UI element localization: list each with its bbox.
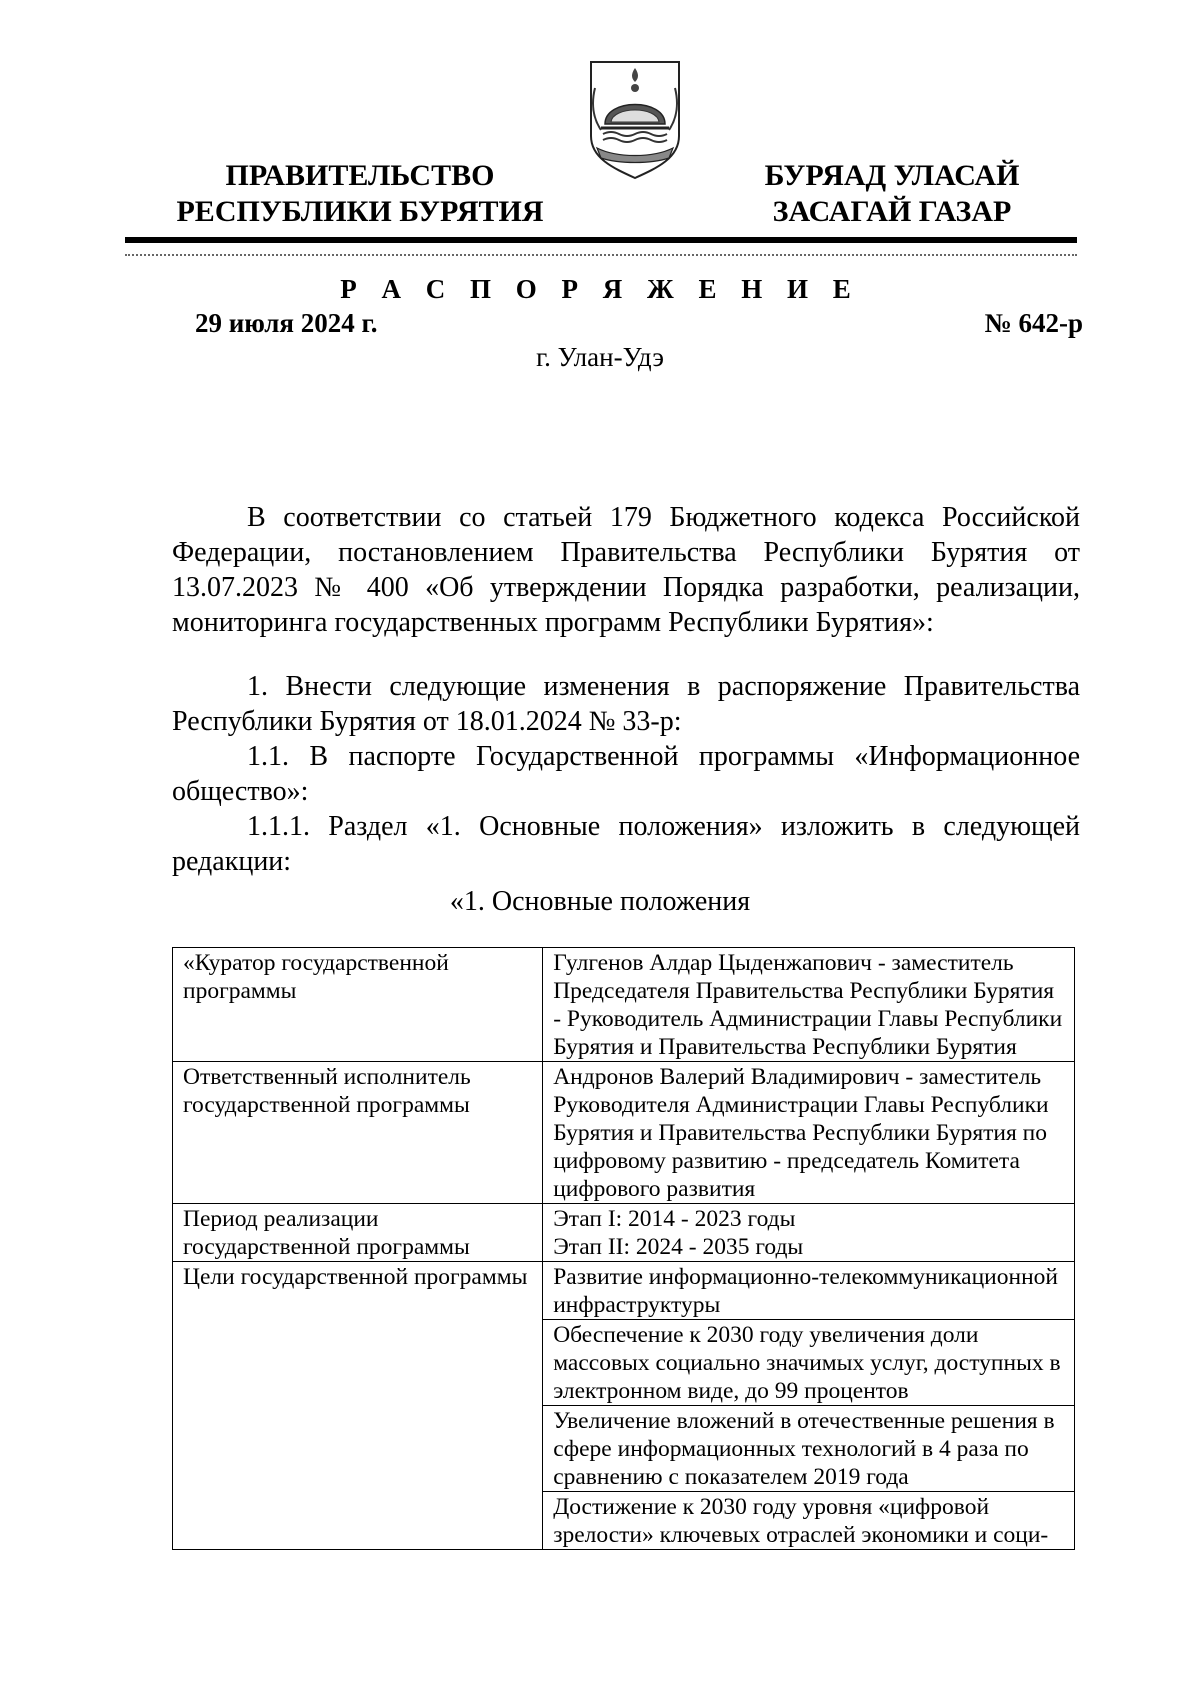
document-date: 29 июля 2024 г. [195, 308, 378, 338]
header-left [170, 158, 550, 230]
header-left-line1: ПРАВИТЕЛЬСТВО [225, 159, 495, 192]
header-right-line2: ЗАСАГАЙ ГАЗАР [772, 195, 1012, 228]
item-1-1-paragraph: 1.1. В паспорте Государственной программы «Информационное общество»: [172, 741, 1080, 807]
table-cell-label: Цели государственной программы [173, 1262, 543, 1550]
table-row [173, 1262, 1075, 1320]
passport-table [172, 947, 1075, 1550]
header-left-line2: РЕСПУБЛИКИ БУРЯТИЯ [176, 195, 544, 228]
table-cell-label: Ответственный исполнитель государственной программы [173, 1062, 543, 1204]
header-divider-thin [125, 254, 1077, 256]
intro-paragraph: В соответствии со статьей 179 Бюджетного кодекса Российской Федерации, постановлением Правительства Республики Бурятия от 13.07.2023 № 400 «Об утверждении Порядка разработки, реализации, мониторинга государственных программ Республики Бурятия»: [172, 502, 1080, 638]
table-cell-value [543, 1204, 1075, 1262]
goal-item: Обеспечение к 2030 году увеличения доли массовых социально значимых услуг, доступных в электронном виде, до 99 процентов [543, 1320, 1075, 1406]
header-divider-thick [125, 237, 1077, 243]
header-right [732, 158, 1052, 230]
goal-item: Достижение к 2030 году уровня «цифровой зрелости» ключевых отраслей экономики и соци- [543, 1492, 1075, 1550]
table-cell-label: «Куратор государственной программы [173, 948, 543, 1062]
header-right-line1: БУРЯАД УЛАСАЙ [764, 159, 1020, 192]
goal-item: Развитие информационно-телекоммуникационной инфраструктуры [543, 1262, 1075, 1320]
document-type: Р А С П О Р Я Ж Е Н И Е [340, 274, 860, 304]
table-cell-label: Период реализации государственной программы [173, 1204, 543, 1262]
period-stage-2: Этап II: 2024 - 2035 годы [553, 1234, 804, 1260]
item-1-1-1-paragraph: 1.1.1. Раздел «1. Основные положения» изложить в следующей редакции: [172, 811, 1080, 877]
period-stage-1: Этап I: 2014 - 2023 годы [553, 1206, 796, 1232]
document-city: г. Улан-Удэ [536, 342, 664, 372]
section-heading: «1. Основные положения [449, 886, 751, 917]
table-cell-value: Гулгенов Алдар Цыденжапович - заместитель Председателя Правительства Республики Бурятия - Руководитель Администрации Главы Республики Бурятия и Правительства Республики Бурятия [543, 948, 1075, 1062]
coat-of-arms-icon [587, 58, 683, 180]
table-row [173, 1062, 1075, 1204]
table-row [173, 1204, 1075, 1262]
table-row [173, 948, 1075, 1062]
goal-item: Увеличение вложений в отечественные решения в сфере информационных технологий в 4 раза по сравнению с показателем 2019 года [543, 1406, 1075, 1492]
document-number: № 642-р [984, 308, 1083, 338]
item-1-paragraph: 1. Внести следующие изменения в распоряжение Правительства Республики Бурятия от 18.01.2024 № 33-р: [172, 671, 1080, 737]
table-cell-value: Андронов Валерий Владимирович - заместитель Руководителя Администрации Главы Республики Бурятия и Правительства Республики Бурятия по цифровому развитию - председатель Комитета цифрового развития [543, 1062, 1075, 1204]
